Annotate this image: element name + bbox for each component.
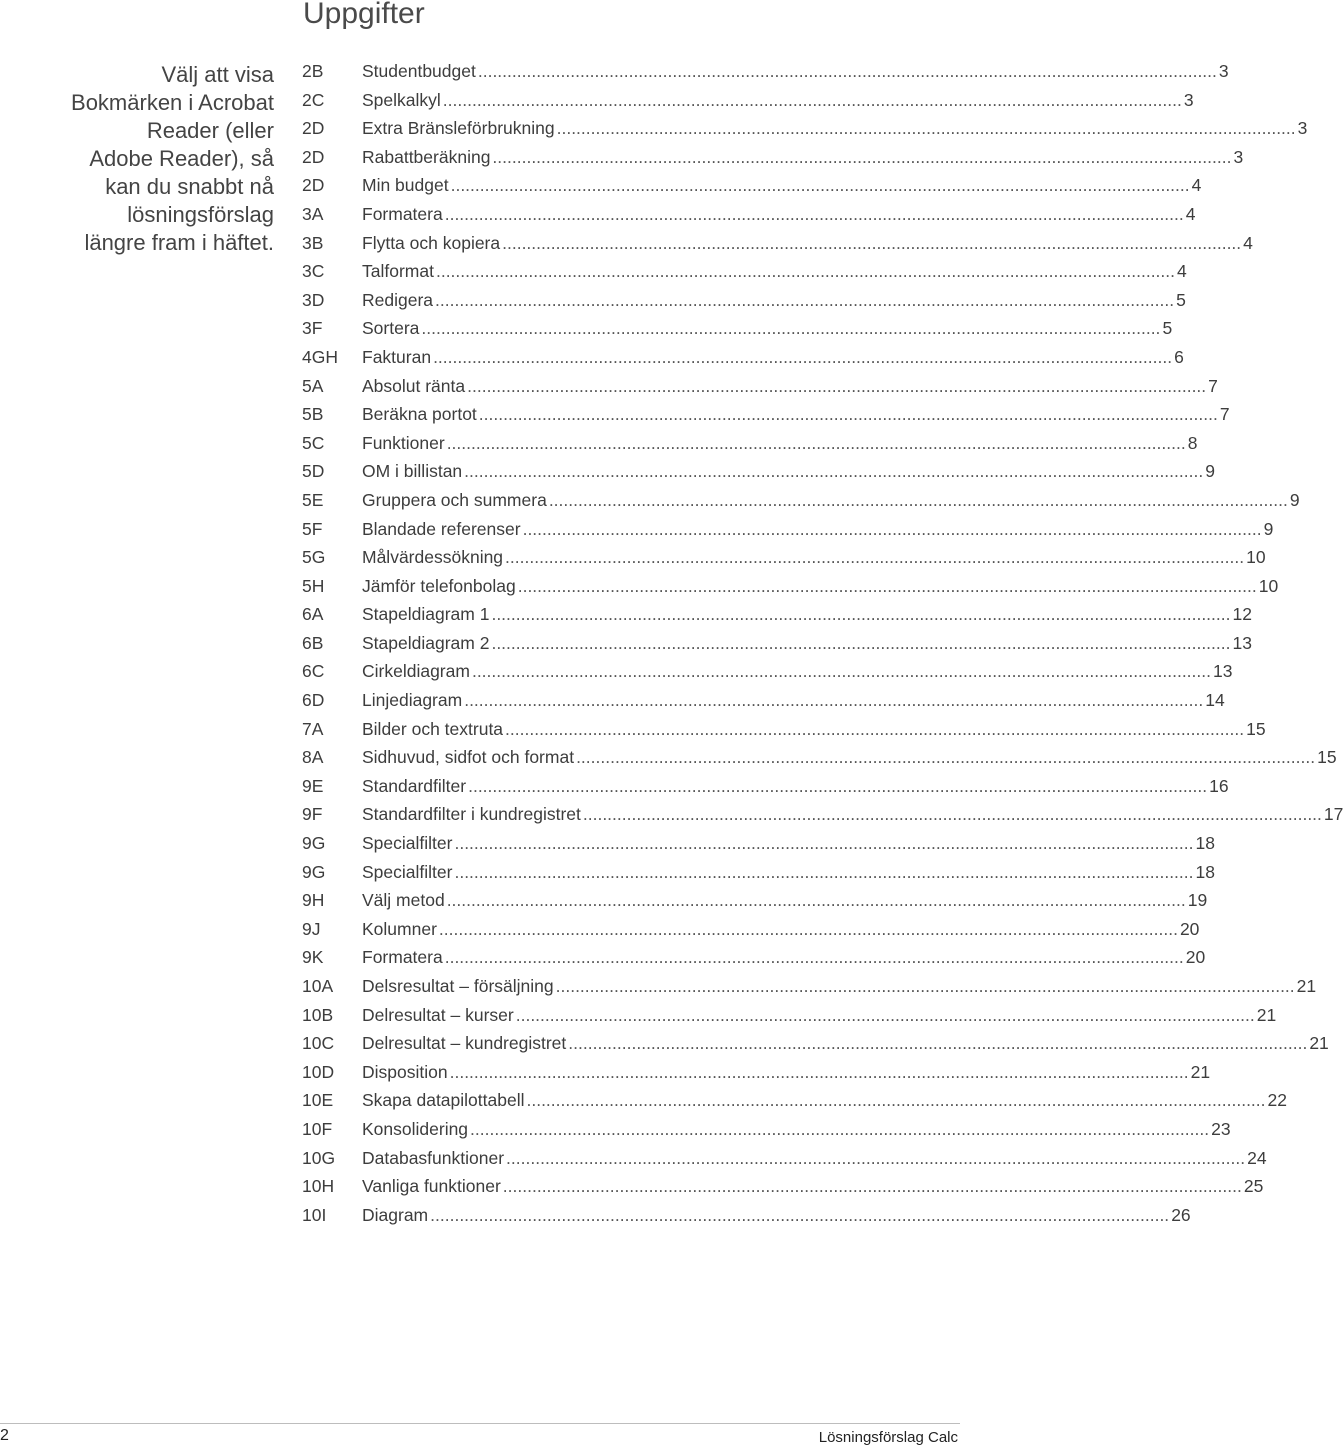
toc-entry[interactable]	[302, 657, 1233, 686]
toc-entry-title: Stapeldiagram 2	[362, 632, 490, 653]
toc-entry-title: Specialfilter	[362, 833, 453, 854]
footer-divider	[0, 1423, 960, 1424]
toc-entry-title: Talformat	[362, 261, 434, 282]
toc-entry-code: 3B	[302, 232, 324, 253]
page-title: Uppgifter	[303, 0, 425, 30]
toc-entry[interactable]	[302, 543, 1266, 572]
toc-dot-leader	[492, 143, 1231, 172]
toc-entry-code: 10F	[302, 1118, 333, 1139]
toc-dot-leader	[464, 686, 1203, 715]
toc-entry-code: 10E	[302, 1090, 334, 1111]
toc-entry-page: 6	[1174, 346, 1184, 367]
toc-entry[interactable]	[302, 257, 1187, 286]
toc-entry-page: 17	[1323, 804, 1343, 825]
toc-dot-leader	[505, 715, 1244, 744]
toc-entry-page: 15	[1246, 718, 1266, 739]
toc-entry[interactable]	[302, 1086, 1287, 1115]
toc-dot-leader	[491, 600, 1230, 629]
toc-entry-page: 18	[1195, 861, 1215, 882]
toc-entry-title: Linjediagram	[362, 690, 463, 711]
toc-entry-code: 10I	[302, 1204, 327, 1225]
toc-dot-leader	[445, 943, 1184, 972]
toc-entry-page: 21	[1256, 1004, 1277, 1025]
toc-dot-leader	[470, 1115, 1209, 1144]
toc-entry-code: 2D	[302, 146, 325, 167]
toc-entry-code: 5D	[302, 461, 325, 482]
toc-entry-page: 4	[1185, 203, 1196, 224]
toc-entry-code: 7A	[302, 718, 324, 739]
bookmarks-note-line: lösningsförslag	[127, 202, 274, 227]
bookmarks-note-line: kan du snabbt nå	[105, 174, 274, 199]
toc-entry-code: 3C	[302, 261, 325, 282]
toc-entry-code: 9G	[302, 833, 326, 854]
toc-entry-code: 9K	[302, 947, 324, 968]
toc-entry-page: 16	[1209, 775, 1229, 796]
toc-dot-leader	[439, 915, 1178, 944]
toc-entry-page: 5	[1162, 318, 1173, 339]
toc-entry-code: 3F	[302, 318, 323, 339]
toc-entry-code: 9F	[302, 804, 323, 825]
toc-entry-page: 7	[1208, 375, 1218, 396]
toc-entry[interactable]	[302, 200, 1196, 229]
toc-entry-title: Beräkna portot	[362, 404, 477, 425]
toc-dot-leader	[472, 657, 1211, 686]
toc-entry-code: 8A	[302, 747, 324, 768]
toc-entry-page: 3	[1297, 118, 1308, 139]
toc-entry[interactable]	[302, 772, 1229, 801]
toc-entry-page: 4	[1191, 175, 1202, 196]
toc-dot-leader	[503, 1172, 1242, 1201]
toc-entry-page: 4	[1177, 261, 1187, 282]
toc-entry-page: 13	[1213, 661, 1233, 682]
toc-entry[interactable]	[302, 1144, 1267, 1173]
toc-entry-code: 10A	[302, 976, 334, 996]
toc-entry[interactable]	[302, 1029, 1329, 1058]
toc-dot-leader	[505, 543, 1244, 572]
toc-dot-leader	[454, 858, 1193, 887]
toc-entry-code: 3D	[302, 289, 325, 310]
toc-entry-title: Delsresultat – försäljning	[362, 976, 554, 996]
toc-entry-code: 10D	[302, 1061, 335, 1082]
toc-dot-leader	[445, 200, 1184, 229]
toc-entry[interactable]	[302, 143, 1244, 172]
toc-entry[interactable]	[302, 372, 1218, 401]
toc-dot-leader	[549, 486, 1288, 515]
toc-entry-page: 14	[1205, 690, 1225, 711]
toc-entry-code: 10C	[302, 1033, 335, 1054]
toc-entry[interactable]	[302, 915, 1200, 944]
toc-dot-leader	[467, 372, 1206, 401]
toc-dot-leader	[502, 229, 1241, 258]
toc-entry-code: 10G	[302, 1147, 336, 1168]
toc-entry[interactable]	[302, 600, 1252, 629]
toc-entry-code: 6B	[302, 632, 324, 653]
toc-entry[interactable]	[302, 800, 1343, 829]
toc-entry[interactable]	[302, 886, 1208, 915]
toc-entry-code: 4GH	[302, 346, 338, 367]
toc-entry-title: Skapa datapilottabell	[362, 1090, 525, 1111]
toc-dot-leader	[491, 629, 1230, 658]
toc-entry-title: Formatera	[362, 947, 443, 968]
bookmarks-note-line: Reader (eller	[146, 118, 274, 143]
toc-dot-leader	[450, 1058, 1189, 1087]
toc-dot-leader	[433, 343, 1172, 372]
table-of-contents	[302, 57, 1343, 1229]
toc-entry-title: Sortera	[362, 318, 420, 339]
toc-entry-title: Fakturan	[362, 346, 432, 367]
toc-entry-page: 9	[1205, 461, 1215, 482]
toc-entry-page: 21	[1309, 1033, 1329, 1054]
toc-entry-code: 9G	[302, 861, 326, 882]
toc-entry-title: Redigera	[362, 289, 434, 310]
toc-entry-code: 5F	[302, 518, 323, 539]
toc-entry-title: Standardfilter i kundregistret	[362, 804, 581, 825]
toc-entry-title: Disposition	[362, 1061, 448, 1082]
toc-dot-leader	[447, 886, 1186, 915]
toc-dot-leader	[421, 314, 1160, 343]
toc-entry-page: 9	[1289, 489, 1300, 510]
toc-entry-title: Jämför telefonbolag	[362, 575, 516, 596]
toc-entry[interactable]	[302, 114, 1308, 143]
toc-entry[interactable]	[302, 572, 1279, 601]
toc-entry[interactable]	[302, 743, 1337, 772]
bookmarks-note	[20, 61, 274, 257]
toc-entry-code: 9H	[302, 890, 325, 911]
toc-entry[interactable]	[302, 343, 1184, 372]
toc-dot-leader	[518, 572, 1257, 601]
toc-entry-page: 23	[1211, 1118, 1231, 1139]
toc-entry-title: Delresultat – kundregistret	[362, 1033, 567, 1054]
toc-entry[interactable]	[302, 829, 1215, 858]
toc-entry[interactable]	[302, 1115, 1231, 1144]
toc-entry-page: 3	[1183, 89, 1194, 110]
toc-entry-code: 5G	[302, 547, 326, 568]
toc-entry[interactable]	[302, 629, 1252, 658]
toc-entry-title: Rabattberäkning	[362, 146, 491, 167]
toc-entry-title: Specialfilter	[362, 861, 453, 882]
toc-entry[interactable]	[302, 972, 1317, 1001]
toc-entry[interactable]	[302, 457, 1215, 486]
toc-entry-title: Stapeldiagram 1	[362, 604, 490, 625]
toc-entry-title: Studentbudget	[362, 61, 476, 81]
toc-dot-leader	[478, 57, 1217, 86]
toc-entry-page: 15	[1317, 747, 1337, 768]
toc-entry-code: 10H	[302, 1176, 335, 1197]
toc-entry-page: 10	[1258, 575, 1279, 596]
toc-dot-leader	[526, 1086, 1265, 1115]
toc-entry-code: 3A	[302, 203, 324, 224]
toc-entry-code: 10B	[302, 1004, 334, 1025]
toc-entry-code: 2C	[302, 89, 325, 110]
bookmarks-note-line: längre fram i häftet.	[84, 230, 274, 255]
toc-entry-page: 25	[1243, 1176, 1264, 1197]
toc-entry[interactable]	[302, 57, 1229, 86]
toc-entry-page: 5	[1176, 289, 1186, 310]
toc-dot-leader	[556, 972, 1295, 1001]
toc-entry-page: 20	[1179, 918, 1200, 939]
toc-dot-leader	[435, 286, 1174, 315]
toc-entry-title: Diagram	[362, 1204, 429, 1225]
toc-entry-title: Min budget	[362, 175, 449, 196]
toc-entry[interactable]	[302, 400, 1230, 429]
toc-entry-code: 2D	[302, 118, 325, 139]
toc-entry-code: 6A	[302, 604, 324, 625]
toc-entry-page: 13	[1232, 632, 1252, 653]
toc-entry-code: 2D	[302, 175, 325, 196]
toc-entry-title: Delresultat – kurser	[362, 1004, 514, 1025]
toc-entry-title: Bilder och textruta	[362, 718, 504, 739]
toc-entry-page: 21	[1190, 1061, 1211, 1082]
toc-entry-title: Konsolidering	[362, 1118, 469, 1139]
toc-entry-title: Standardfilter	[362, 775, 467, 796]
toc-dot-leader	[430, 1201, 1169, 1230]
toc-entry[interactable]	[302, 1001, 1277, 1030]
bookmarks-note-line: Adobe Reader), så	[89, 146, 274, 171]
toc-entry[interactable]	[302, 229, 1253, 258]
toc-entry-page: 26	[1171, 1204, 1191, 1225]
toc-dot-leader	[479, 400, 1218, 429]
toc-entry-title: Blandade referenser	[362, 518, 521, 539]
toc-dot-leader	[436, 257, 1175, 286]
footer-label: Lösningsförslag Calc	[818, 1429, 958, 1446]
toc-entry-title: Cirkeldiagram	[362, 661, 470, 682]
toc-dot-leader	[451, 171, 1190, 200]
toc-entry-title: Välj metod	[362, 890, 445, 911]
toc-entry-page: 3	[1218, 61, 1229, 81]
toc-dot-leader	[568, 1029, 1307, 1058]
toc-entry-code: 5H	[302, 575, 325, 596]
toc-entry[interactable]	[302, 515, 1274, 544]
toc-entry-page: 7	[1219, 404, 1230, 425]
toc-entry-page: 22	[1267, 1090, 1287, 1111]
toc-entry[interactable]	[302, 429, 1198, 458]
toc-entry-title: Flytta och kopiera	[362, 232, 501, 253]
toc-entry[interactable]	[302, 314, 1173, 343]
toc-entry-title: Absolut ränta	[362, 375, 466, 396]
toc-entry[interactable]	[302, 686, 1225, 715]
page-number: 2	[0, 1427, 9, 1444]
toc-dot-leader	[516, 1001, 1255, 1030]
toc-entry-code: 5E	[302, 489, 324, 510]
toc-entry-title: OM i billistan	[362, 461, 463, 482]
toc-entry-title: Sidhuvud, sidfot och format	[362, 747, 575, 768]
toc-entry-code: 5B	[302, 404, 324, 425]
toc-entry-page: 3	[1233, 146, 1244, 167]
toc-entry[interactable]	[302, 86, 1194, 115]
toc-dot-leader	[443, 86, 1182, 115]
toc-entry-title: Databasfunktioner	[362, 1147, 505, 1168]
toc-entry[interactable]	[302, 1201, 1191, 1230]
toc-dot-leader	[523, 515, 1262, 544]
toc-dot-leader	[454, 829, 1193, 858]
toc-entry-title: Funktioner	[362, 432, 445, 453]
toc-entry[interactable]	[302, 171, 1202, 200]
toc-dot-leader	[576, 743, 1315, 772]
toc-entry[interactable]	[302, 486, 1300, 515]
toc-entry-page: 19	[1187, 890, 1208, 911]
toc-entry-title: Gruppera och summera	[362, 489, 547, 510]
bookmarks-note-line: Bokmärken i Acrobat	[71, 90, 274, 115]
toc-entry-title: Målvärdessökning	[362, 547, 504, 568]
toc-entry-page: 18	[1195, 833, 1215, 854]
toc-entry-page: 20	[1185, 947, 1206, 968]
toc-entry-code: 5A	[302, 375, 324, 396]
toc-entry[interactable]	[302, 286, 1186, 315]
toc-entry[interactable]	[302, 1172, 1264, 1201]
toc-entry-code: 9E	[302, 775, 324, 796]
toc-dot-leader	[464, 457, 1203, 486]
toc-dot-leader	[447, 429, 1186, 458]
toc-entry-code: 6D	[302, 690, 325, 711]
toc-entry-page: 12	[1232, 604, 1252, 625]
toc-entry-title: Vanliga funktioner	[362, 1176, 501, 1197]
toc-entry-page: 21	[1296, 976, 1317, 996]
toc-dot-leader	[506, 1144, 1245, 1173]
toc-entry-code: 5C	[302, 432, 325, 453]
toc-entry-title: Formatera	[362, 203, 443, 224]
toc-entry[interactable]	[302, 943, 1206, 972]
toc-entry-title: Extra Bränsleförbrukning	[362, 118, 555, 139]
toc-dot-leader	[468, 772, 1207, 801]
toc-entry[interactable]	[302, 858, 1215, 887]
bookmarks-note-line: Välj att visa	[161, 62, 274, 87]
toc-entry-page: 24	[1247, 1147, 1267, 1168]
toc-entry-code: 6C	[302, 661, 325, 682]
toc-entry-code: 2B	[302, 61, 324, 81]
toc-entry-code: 9J	[302, 918, 321, 939]
toc-entry-title: Kolumner	[362, 918, 437, 939]
toc-entry-page: 10	[1246, 547, 1266, 568]
toc-dot-leader	[557, 114, 1296, 143]
toc-entry-page: 8	[1187, 432, 1198, 453]
toc-entry-title: Spelkalkyl	[362, 89, 441, 110]
toc-entry[interactable]	[302, 715, 1266, 744]
toc-entry-page: 9	[1263, 518, 1274, 539]
toc-entry-page: 4	[1243, 232, 1253, 253]
toc-entry[interactable]	[302, 1058, 1211, 1087]
toc-dot-leader	[583, 800, 1322, 829]
